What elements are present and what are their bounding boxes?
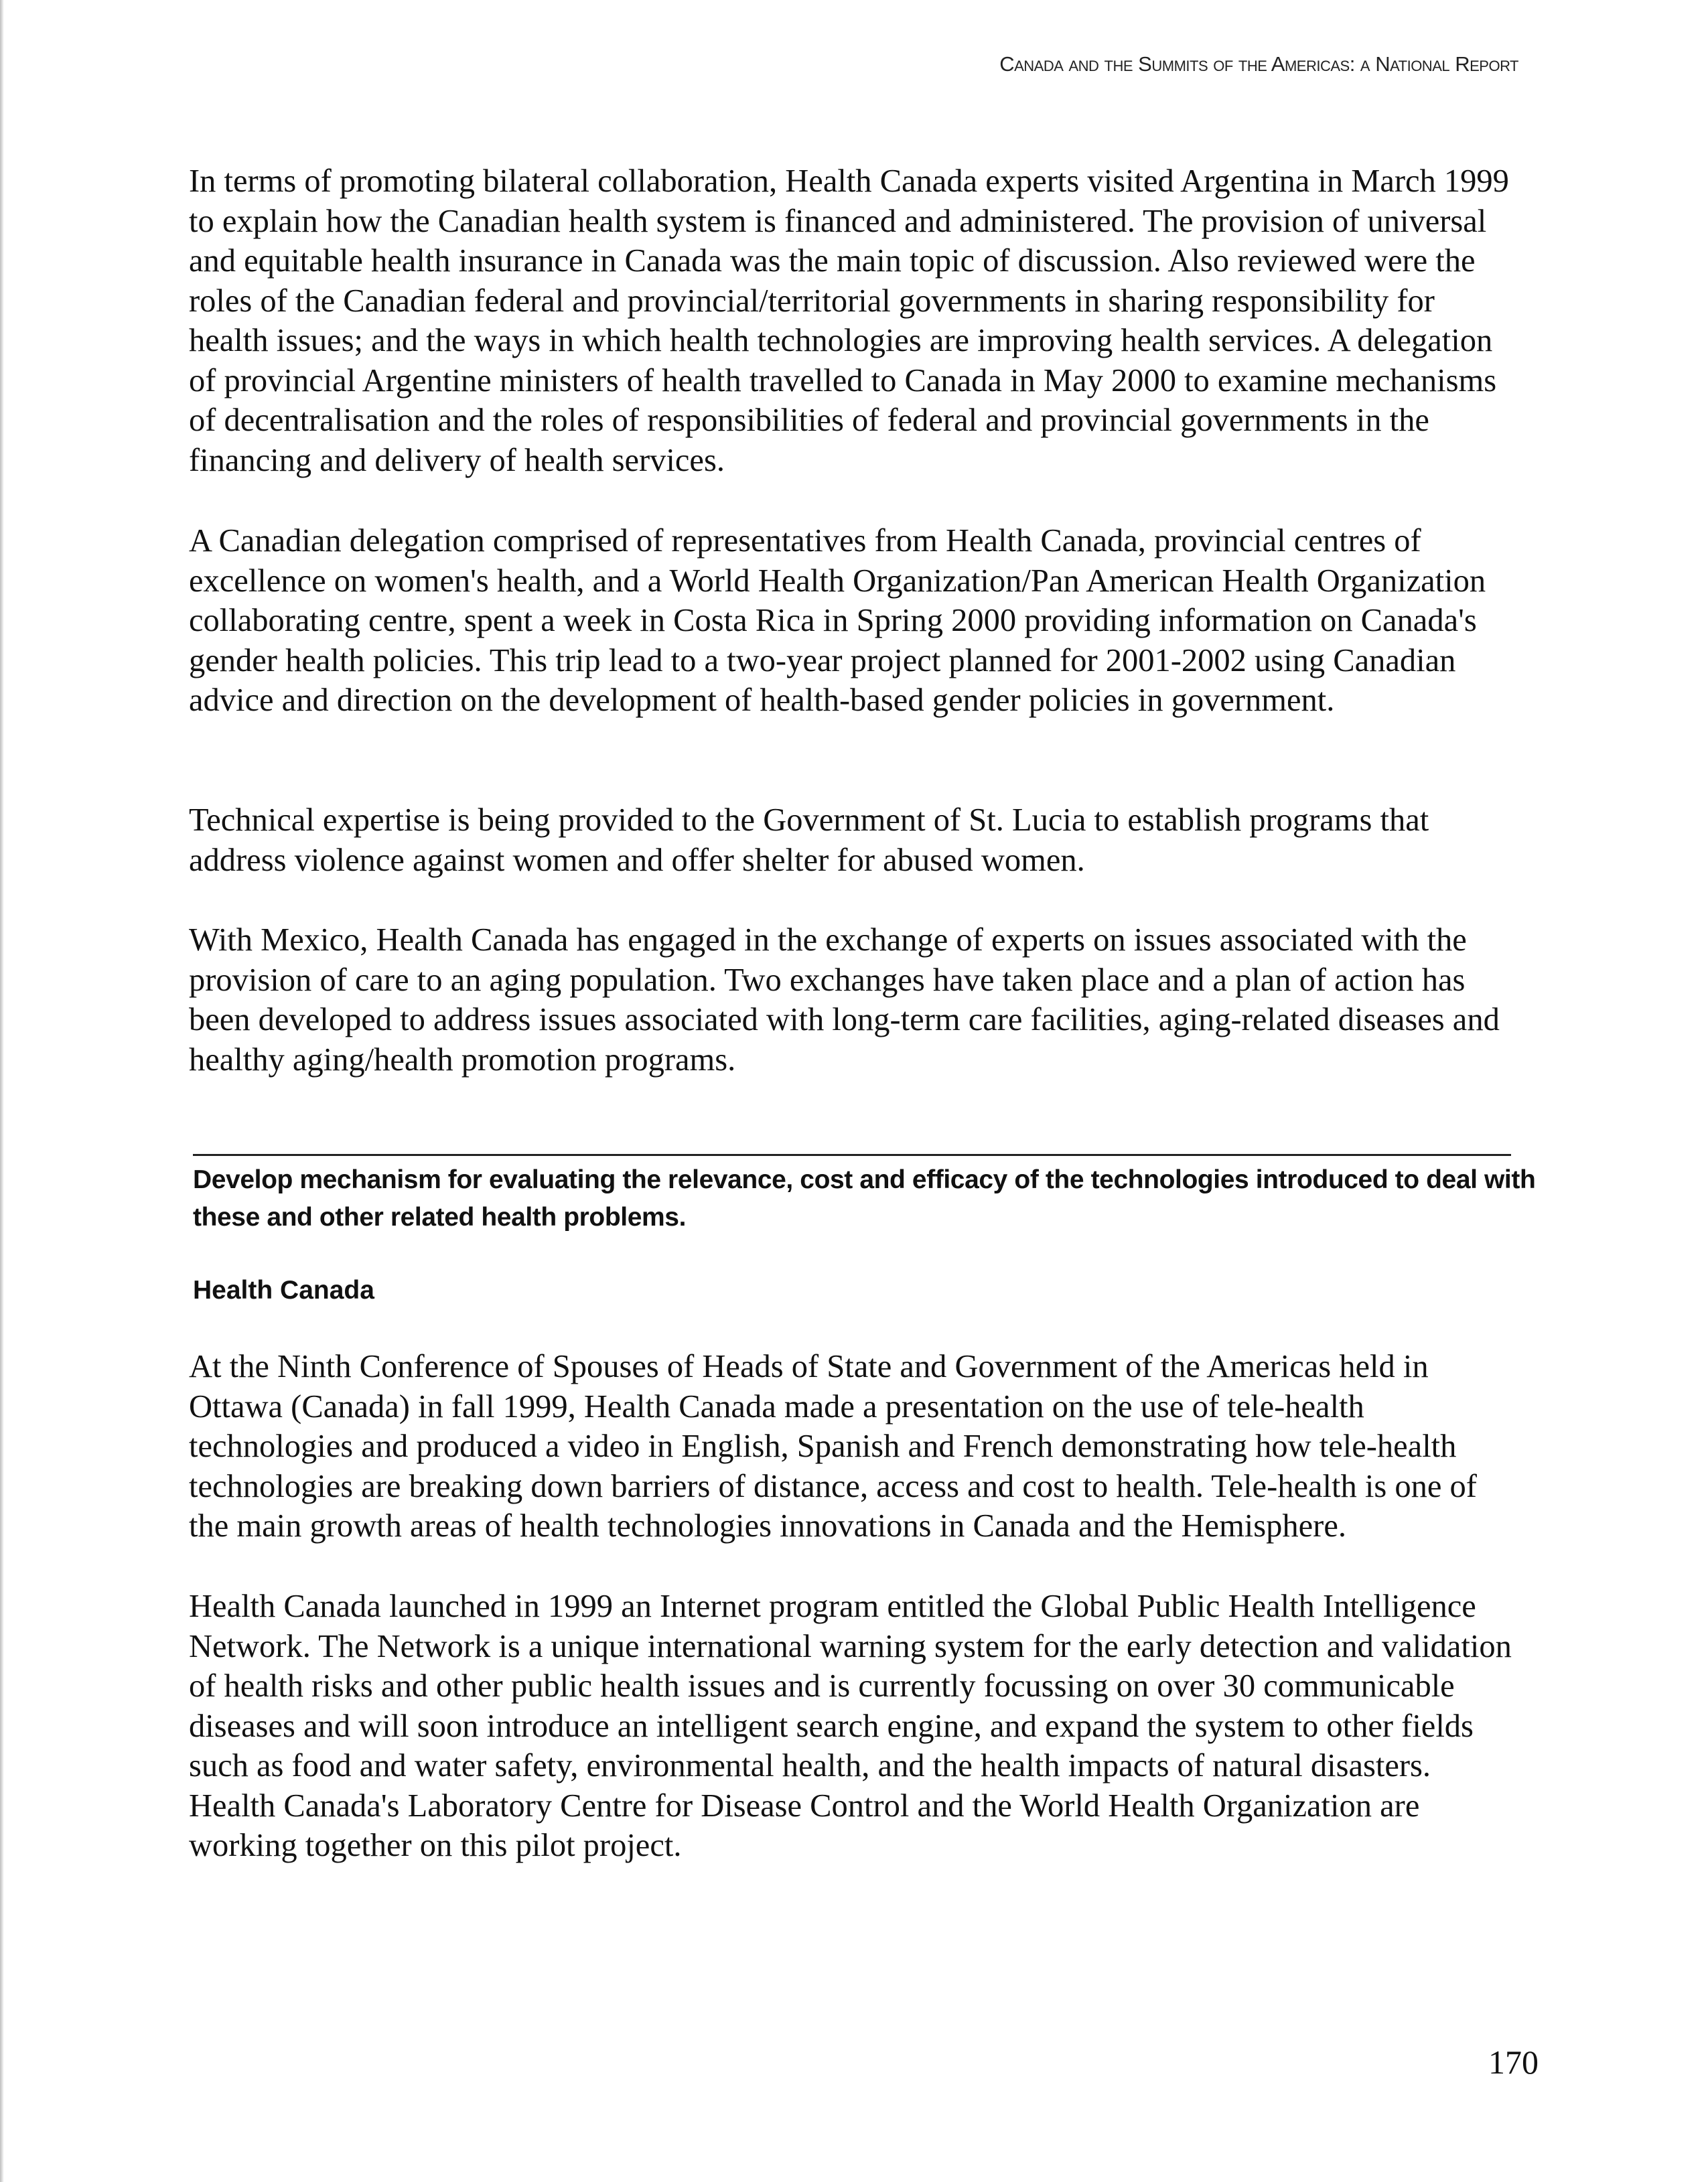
page-number: 170 xyxy=(1488,2043,1539,2081)
running-header: Canada and the Summits of the Americas: a National Report xyxy=(999,52,1518,76)
paragraph-ninth-conference: At the Ninth Conference of Spouses of Heads of State and Government of the Americas held in Ottawa (Canada) in fall 1999, Health Canada made a presentation on the use of tele-health technologies and produced a video in English, Spanish and French demonstrating how tele-health technologies are breaking down barriers of distance, access and cost to health. Tele-health is one of the main growth areas of health technologies innovations in Canada and the Hemisphere. xyxy=(189,1349,1477,1544)
section-heading: Develop mechanism for evaluating the relevance, cost and efficacy of the technologies introduced to deal with these and other related health problems. xyxy=(193,1165,1536,1232)
paragraph-mexico-exchange: With Mexico, Health Canada has engaged in the exchange of experts on issues associated with the provision of care to an aging population. Two exchanges have taken place and a plan of action has been developed to address issues associated with long-term care facilities, aging-related diseases and healthy aging/health promotion programs. xyxy=(189,922,1500,1078)
section-subheading: Health Canada xyxy=(193,1276,374,1305)
scan-edge-shadow xyxy=(0,0,4,2182)
paragraph-gphin: Health Canada launched in 1999 an Internet program entitled the Global Public Health Intelligence Network. The Network is a unique international warning system for the early detection and validation of health risks and other public health issues and is currently focussing on over 30 communicable diseases and will soon introduce an intelligent search engine, and expand the system to other fields such as food and water safety, environmental health, and the health impacts of natural disasters. Health Canada's Laboratory Centre for Disease Control and the World Health Organization are working together on this pilot project. xyxy=(189,1589,1512,1863)
paragraph-st-lucia: Technical expertise is being provided to the Government of St. Lucia to establish programs that address violence against women and offer shelter for abused women. xyxy=(189,802,1429,878)
paragraph-argentina-collaboration: In terms of promoting bilateral collaboration, Health Canada experts visited Argentina in March 1999 to explain how the Canadian health system is financed and administered. The provision of universal and equitable health insurance in Canada was the main topic of discussion. Also reviewed were the roles of the Canadian federal and provincial/territorial governments in sharing responsibility for health issues; and the ways in which health technologies are improving health services. A delegation of provincial Argentine ministers of health travelled to Canada in May 2000 to examine mechanisms of decentralisation and the roles of responsibilities of federal and provincial governments in the financing and delivery of health services. xyxy=(189,163,1509,478)
paragraph-costa-rica-delegation: A Canadian delegation comprised of representatives from Health Canada, provincial centres of excellence on women's health, and a World Health Organization/Pan American Health Organization collaborating centre, spent a week in Costa Rica in Spring 2000 providing information on Canada's gender health policies. This trip lead to a two-year project planned for 2001-2002 using Canadian advice and direction on the development of health-based gender policies in government. xyxy=(189,523,1486,718)
section-divider xyxy=(193,1154,1511,1156)
